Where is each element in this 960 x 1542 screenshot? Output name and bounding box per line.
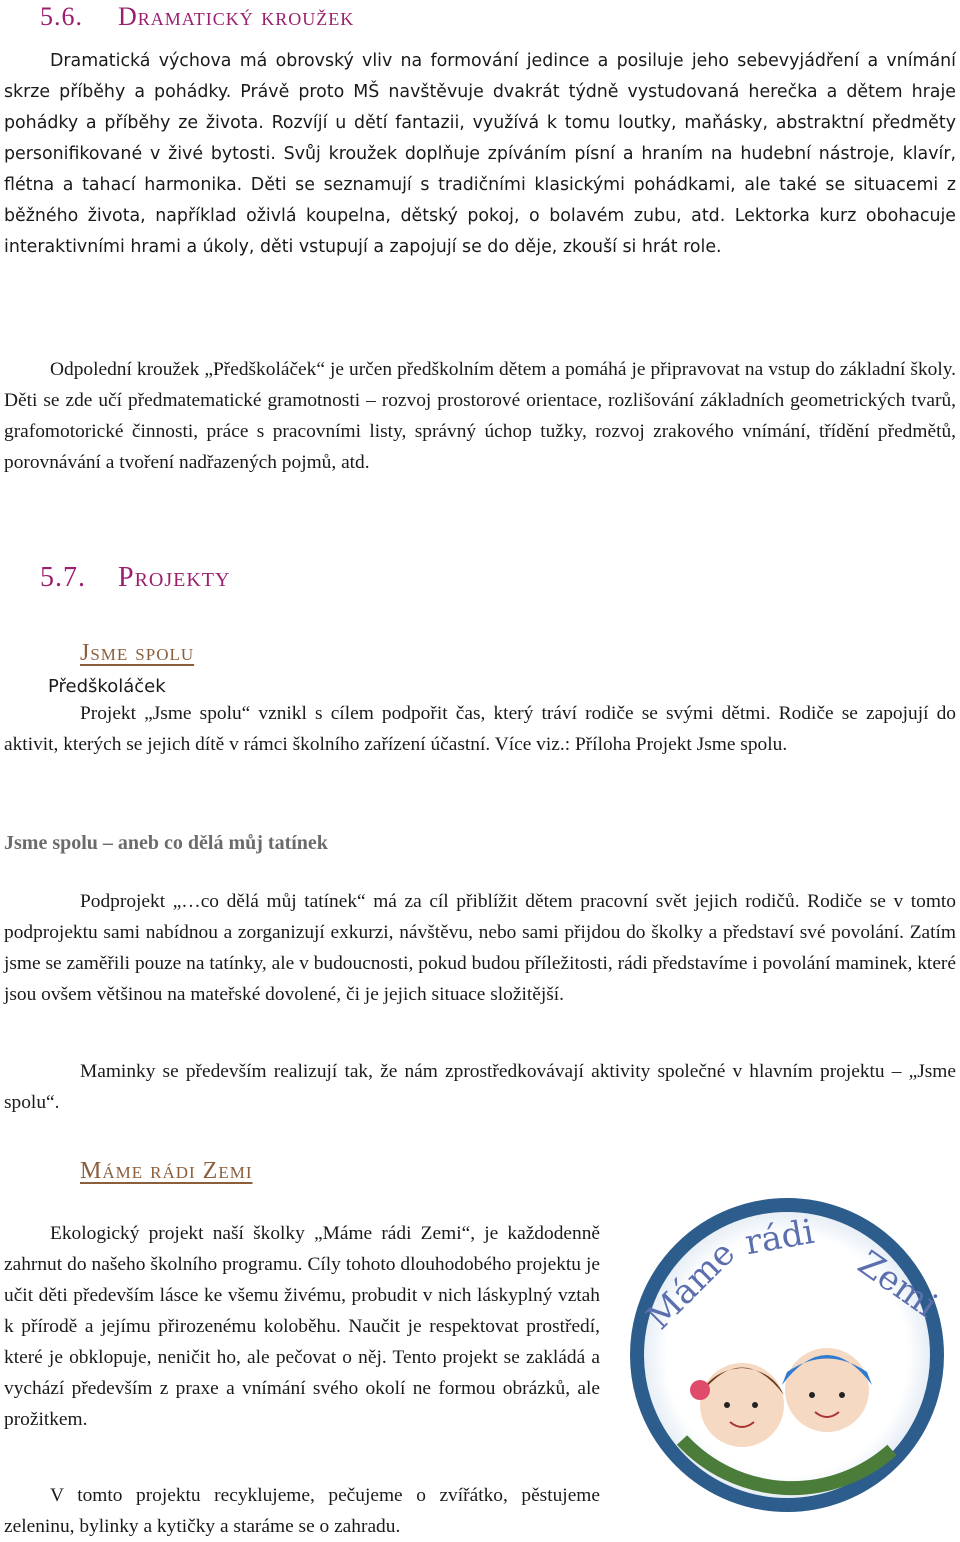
paragraph-tatinek: Podprojekt „…co dělá můj tatínek“ má za cíl přiblížit dětem pracovní svět jejich rodičů. Rodiče se v tomto podprojektu sami nabídnou a zorganizují exkurzi, návštěvu, nebo sami přijdou do školky a představí své povolání. Zatím jsme se zaměřili pouze na tatínky, ale v budoucnosti, pokud budou příležitosti, rádi představíme i povolání maminek, které jsou ovšem většinou na mateřské dovolené, či je jejich situace složitější. [4,891,956,1005]
logo-lettering: Máme [638,1233,744,1338]
section-number: 5.6. [40,2,83,31]
svg-text:rádi: rádi [741,1211,818,1264]
section-title: Projekty [118,562,231,593]
section-title: Dramatický kroužek [118,2,355,31]
paragraph-jsme-spolu: Projekt „Jsme spolu“ vznikl s cílem podpořit čas, který tráví rodiče se svými dětmi. Rodiče se zapojují do aktivit, kterých se jejich dítě v rámci školního zařízení účastní. Více viz.: Příloha Projekt Jsme spolu. [4,703,956,755]
section-5-7-heading [40,562,230,594]
section-number: 5.7. [40,562,86,593]
mame-radi-zemi-logo [622,1190,952,1520]
paragraph-maminky: Maminky se především realizují tak, že nám zprostředkovávají aktivity společné v hlavním projektu – „Jsme spolu“. [4,1061,956,1113]
paragraph-predskolacek-visible: Odpolední kroužek „Předškoláček“ je určen předškolním dětem a pomáhá je připravovat na vstup do základní školy. Děti se zde učí předmatematické gramotnosti – rozvoj prostorové orientace, rozlišování základních geometrických tvarů, grafomotorické činnosti, práce s pracovními listy, správný úchop tužky, rozvoj zrakového vnímání, třídění předmětů, porovnávání a tvoření nadřazených pojmů, atd. [4,359,956,473]
subheading-co-dela-tatinek: Jsme spolu – aneb co dělá můj tatínek [4,832,328,854]
paragraph-recyklujeme: V tomto projektu recyklujeme, pečujeme o zvířátko, pěstujeme zeleninu, bylinky a kytičky a staráme se o zahradu. [4,1485,600,1537]
paragraph-mame-radi-zemi: Ekologický projekt naší školky „Máme rádi Zemi“, je každodenně zahrnut do našeho školního programu. Cíly tohoto dlouhodobého projektu je učit děti především lásce ke všemu živému, probudit v nich láskyplný vztah k přírodě a jejímu přirozenému koloběhu. Naučit je respektovat prostředí, které je obklopuje, neničit ho, ale pečovat o něj. Tento projekt se zakládá a vychází především z praxe a vnímání svého okolí ne formou obrázků, ale prožitkem. [4,1223,600,1430]
paragraph-dramaticky: Dramatická výchova má obrovský vliv na formování jedince a posiluje jeho sebevyjádření a vnímání skrze příběhy a pohádky. Právě proto MŠ navštěvuje dvakrát týdně vystudovaná herečka a dětem hraje pohádky a příběhy ze života. Rozvíjí u dětí fantazii, využívá k tomu loutky, maňásky, abstraktní předměty personifikované v živé bytosti. Svůj kroužek doplňuje zpíváním písní a hraním na hudební nástroje, klavír, flétna a tahací harmonika. Děti se seznamují s tradičními klasickými pohádkami, ale také se situacemi z běžného života, například oživlá koupelna, dětský pokoj, o bolavém zubu, atd. Lektorka kurz obohacuje interaktivními hrami a úkoly, děti vstupují a zapojují se do děje, zkouší si hrát role. [4,51,956,257]
heading-jsme-spolu: Jsme spolu [80,640,195,666]
subheading-predskolacek: Předškoláček [48,676,166,697]
svg-text:Zemi: Zemi [850,1243,945,1326]
heading-mame-radi-zemi: Máme rádi Zemi [80,1158,253,1184]
section-5-6-heading [40,2,354,32]
